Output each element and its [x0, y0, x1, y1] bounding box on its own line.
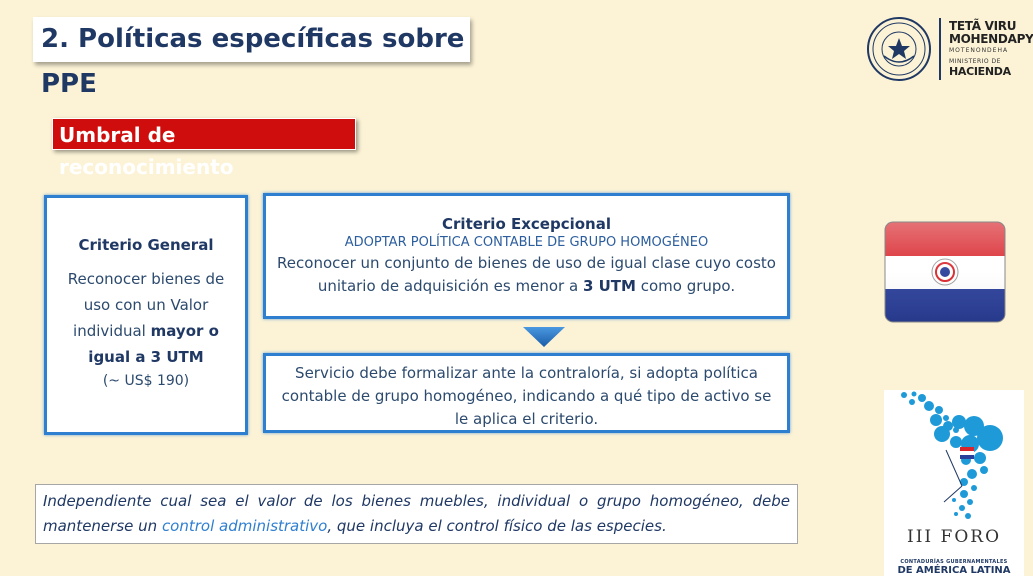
logo-divider	[939, 18, 941, 80]
logo-line-1: TETÃ VIRU	[949, 19, 1017, 33]
foro-title: III FORO	[906, 527, 1002, 547]
criterio-excepcional-body	[276, 252, 777, 298]
bottom-note-highlight: control administrativo	[161, 517, 328, 535]
paraguay-seal-icon	[866, 16, 932, 82]
section-subtitle: Umbral de reconocimiento	[52, 118, 356, 150]
slide-title: 2. Políticas específicas sobre PPE	[33, 17, 470, 62]
ministry-logo	[866, 16, 1033, 82]
criterio-general-body	[55, 266, 237, 370]
criterio-general-threshold: mayor o igual a 3 UTM	[88, 322, 219, 366]
criterio-general-card	[44, 195, 248, 435]
criterio-excepcional-card	[263, 193, 790, 319]
logo-line-4: MINISTERIO DE	[949, 58, 1001, 65]
logo-line-2: MOHENDAPY	[949, 32, 1033, 46]
criterio-excepcional-threshold: 3 UTM	[582, 277, 636, 295]
bottom-note-text: Independiente cual sea el valor de los bienes muebles, individual o grupo homogéneo, debe mantenerse un	[43, 492, 790, 535]
foro-subtitle-2: DE AMÉRICA LATINA	[897, 565, 1011, 576]
bottom-note-tail: , que incluya el control físico de las especies.	[327, 517, 667, 535]
logo-line-5: HACIENDA	[949, 65, 1011, 78]
chevron-down-icon	[523, 327, 565, 347]
paraguay-flag-icon	[883, 220, 1007, 324]
servicio-body: Servicio debe formalizar ante la contraloría, si adopta política contable de grupo homogéneo, indicando a qué tipo de activo se le aplica el criterio.	[281, 364, 772, 428]
latin-america-dots-map-icon	[884, 390, 1024, 525]
criterio-general-label: Criterio General	[78, 236, 214, 254]
logo-line-3: MOTENONDEHA	[949, 47, 1009, 54]
criterio-general-text: Reconocer bienes de uso con un Valor individual	[67, 270, 225, 340]
criterio-excepcional-label: Criterio Excepcional	[442, 215, 611, 233]
criterio-excepcional-tail: como grupo.	[640, 277, 736, 295]
logo-text-main	[949, 20, 1033, 46]
criterio-excepcional-text: Reconocer un conjunto de bienes de uso de igual clase cuyo costo unitario de adquisición es menor a	[277, 254, 776, 295]
foro-logo	[884, 390, 1024, 576]
criterio-excepcional-caps: ADOPTAR POLÍTICA CONTABLE DE GRUPO HOMOGÉNEO	[344, 235, 709, 250]
criterio-general-note: (~ US$ 190)	[102, 373, 190, 389]
bottom-note	[35, 484, 798, 544]
servicio-card	[263, 353, 790, 433]
foro-subtitle-1: CONTADURÍAS GUBERNAMENTALES	[900, 559, 1008, 565]
